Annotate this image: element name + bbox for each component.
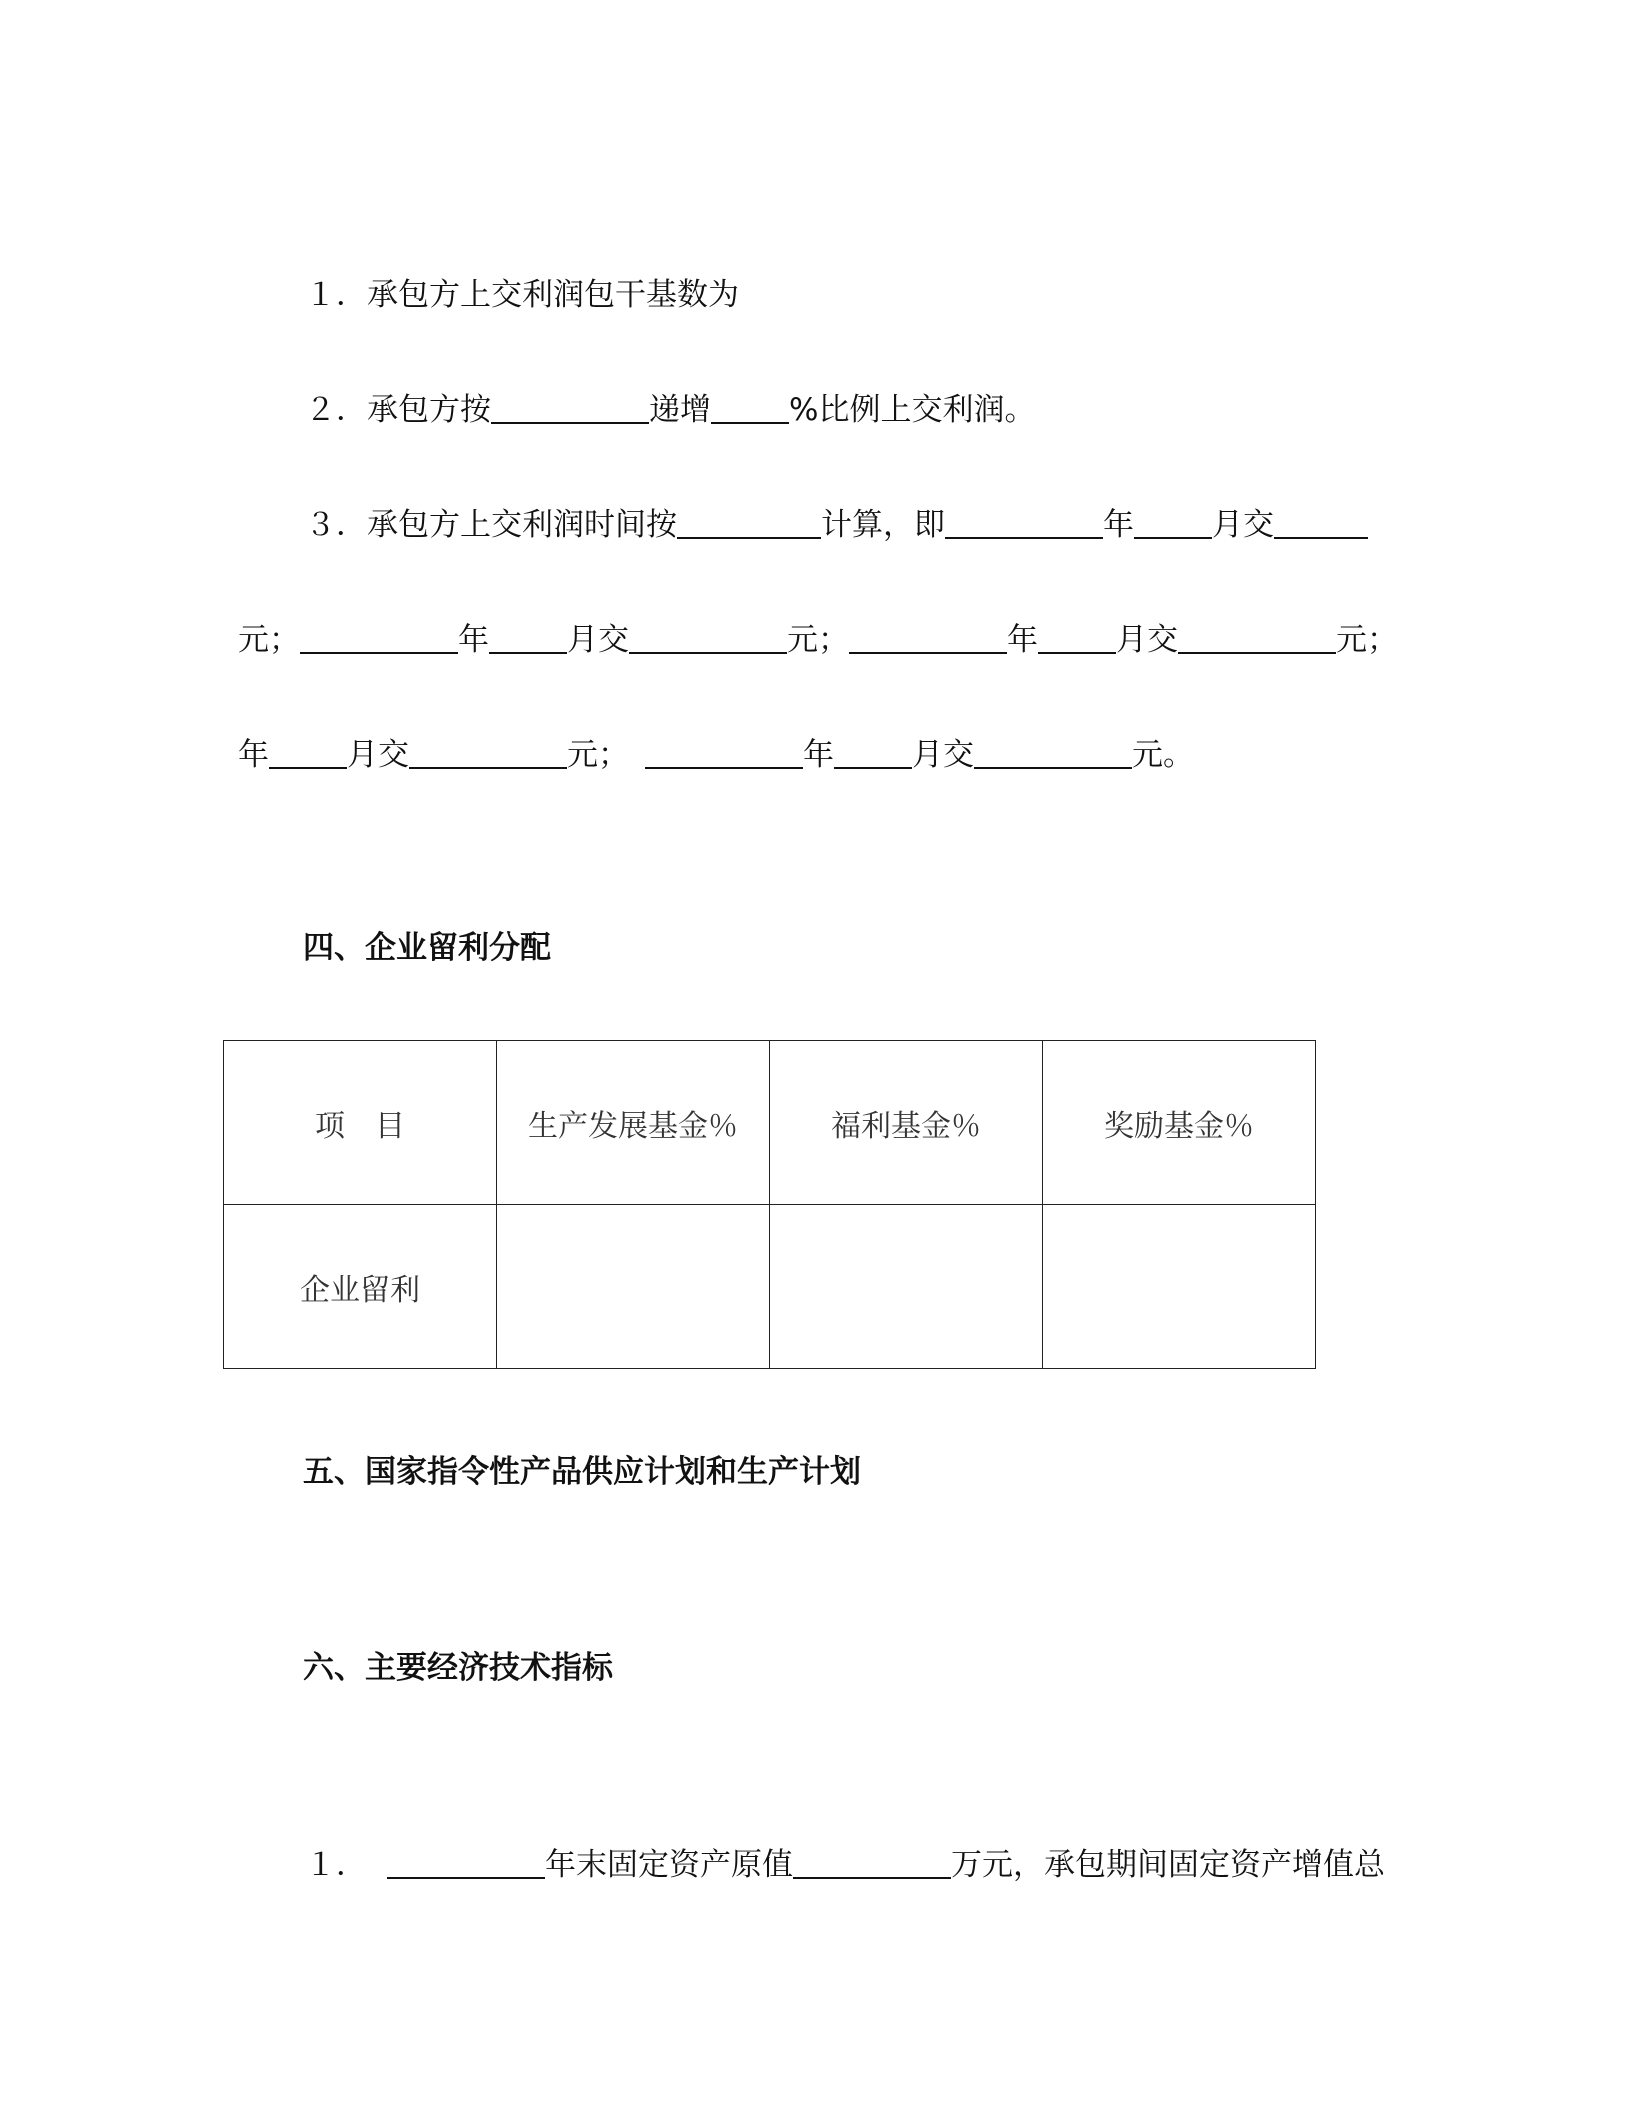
profit-item-3-line-2: 元； 年 月交 元； 年 月交 元；: [238, 622, 1398, 658]
section-5-heading: 五、国家指令性产品供应计划和生产计划: [303, 1454, 861, 1490]
blank-field[interactable]: [677, 507, 821, 539]
section-6-heading: 六、主要经济技术指标: [303, 1650, 613, 1686]
blank-field[interactable]: [834, 737, 912, 769]
blank-field[interactable]: [1134, 507, 1212, 539]
table-header-cell: 生产发展基金％: [497, 1041, 770, 1205]
profit-item-3-line-3: 年 月交 元； 年 月交 元。: [238, 737, 1194, 773]
blank-field[interactable]: [269, 737, 347, 769]
blank-field[interactable]: [1178, 622, 1336, 654]
profit-item-2: ２．承包方按 递增 %比例上交利润。: [305, 392, 1036, 428]
table-row: [224, 1205, 1316, 1369]
table-header-cell: 奖励基金％: [1043, 1041, 1316, 1205]
blank-field[interactable]: [711, 392, 789, 424]
table-cell: 企业留利: [224, 1205, 497, 1369]
blank-field[interactable]: [409, 737, 567, 769]
indicator-item-1: １． 年末固定资产原值 万元，承包期间固定资产增值总: [305, 1847, 1385, 1883]
blank-field[interactable]: [645, 737, 803, 769]
blank-field[interactable]: [629, 622, 787, 654]
blank-field[interactable]: [387, 1847, 545, 1879]
table-cell[interactable]: [770, 1205, 1043, 1369]
blank-field[interactable]: [491, 392, 649, 424]
table-cell[interactable]: [497, 1205, 770, 1369]
table-header-row: [224, 1041, 1316, 1205]
blank-field[interactable]: [945, 507, 1103, 539]
blank-field[interactable]: [849, 622, 1007, 654]
table-header-cell: 福利基金％: [770, 1041, 1043, 1205]
blank-field[interactable]: [300, 622, 458, 654]
blank-field[interactable]: [974, 737, 1132, 769]
blank-field[interactable]: [489, 622, 567, 654]
retained-profit-table: [223, 1040, 1316, 1369]
blank-field[interactable]: [1274, 507, 1368, 539]
profit-item-3: ３．承包方上交利润时间按 计算，即 年 月交: [305, 505, 1368, 545]
profit-item-1: １．承包方上交利润包干基数为: [305, 277, 739, 313]
table-header-cell: 项 目: [224, 1041, 497, 1205]
table-cell[interactable]: [1043, 1205, 1316, 1369]
blank-field[interactable]: [1038, 622, 1116, 654]
section-4-heading: 四、企业留利分配: [303, 930, 551, 966]
blank-field[interactable]: [793, 1847, 951, 1879]
